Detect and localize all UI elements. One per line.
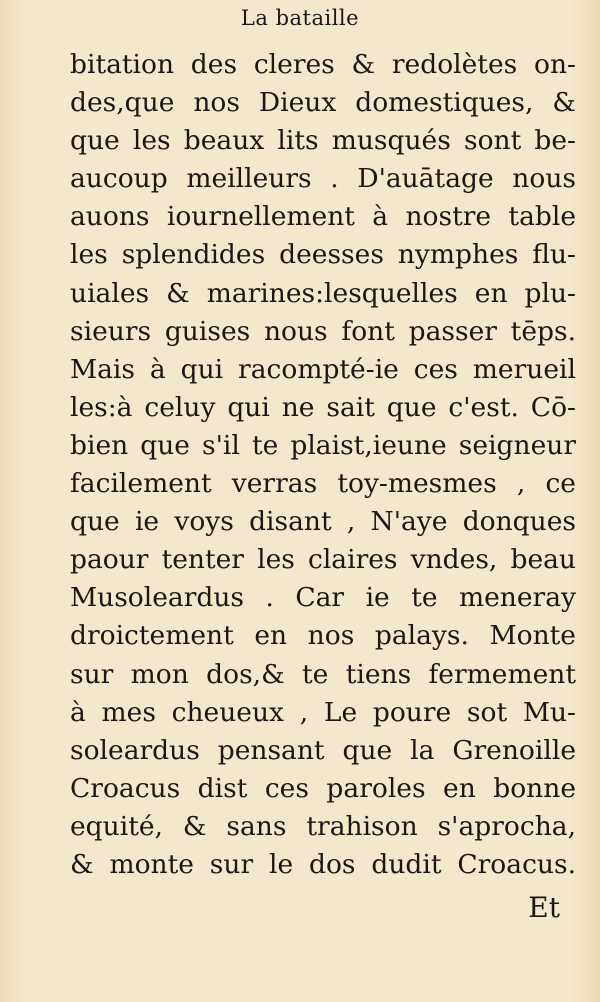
text-line: Mais à qui racompté-ie ces merueil	[70, 353, 576, 385]
text-line: bitation des cleres & redolètes on-	[70, 49, 576, 80]
text-line: à mes cheueux , Le poure sot Mu-	[70, 696, 576, 728]
text-line: Croacus dist ces paroles en bonne	[70, 772, 576, 804]
text-block	[70, 46, 576, 884]
text-line: droictement en nos palays. Monte	[70, 620, 576, 652]
text-line: & monte sur le dos dudit Croacus.	[70, 848, 576, 880]
text-line: les splendides deesses nymphes flu-	[70, 239, 576, 271]
catchword: Et	[528, 891, 560, 924]
text-line: sieurs guises nous font passer tēps.	[70, 315, 576, 347]
running-title: La bataille	[240, 6, 360, 30]
text-line: auons iournellement à nostre table	[70, 201, 576, 233]
text-line: equité, & sans trahison s'aprocha,	[70, 810, 576, 842]
text-line: uiales & marines:lesquelles en plu-	[70, 277, 576, 309]
text-line: sur mon dos,& te tiens fermement	[70, 658, 576, 690]
text-line: bien que s'il te plaist,ieune seigneur	[70, 429, 576, 461]
text-line: des,que nos Dieux domestiques, &	[70, 87, 576, 119]
text-line: que les beaux lits musqués sont be-	[70, 125, 576, 157]
text-line: Musoleardus . Car ie te meneray	[70, 582, 576, 614]
text-line: soleardus pensant que la Grenoille	[70, 734, 576, 766]
text-line: que ie voys disant , N'aye donques	[70, 506, 576, 538]
text-line: paour tenter les claires vndes, beau	[70, 544, 576, 576]
text-line: aucoup meilleurs . D'auātage nous	[70, 163, 576, 195]
text-line: facilement verras toy-mesmes , ce	[70, 468, 576, 500]
text-line: les:à celuy qui ne sait que c'est. Cō-	[70, 391, 576, 423]
